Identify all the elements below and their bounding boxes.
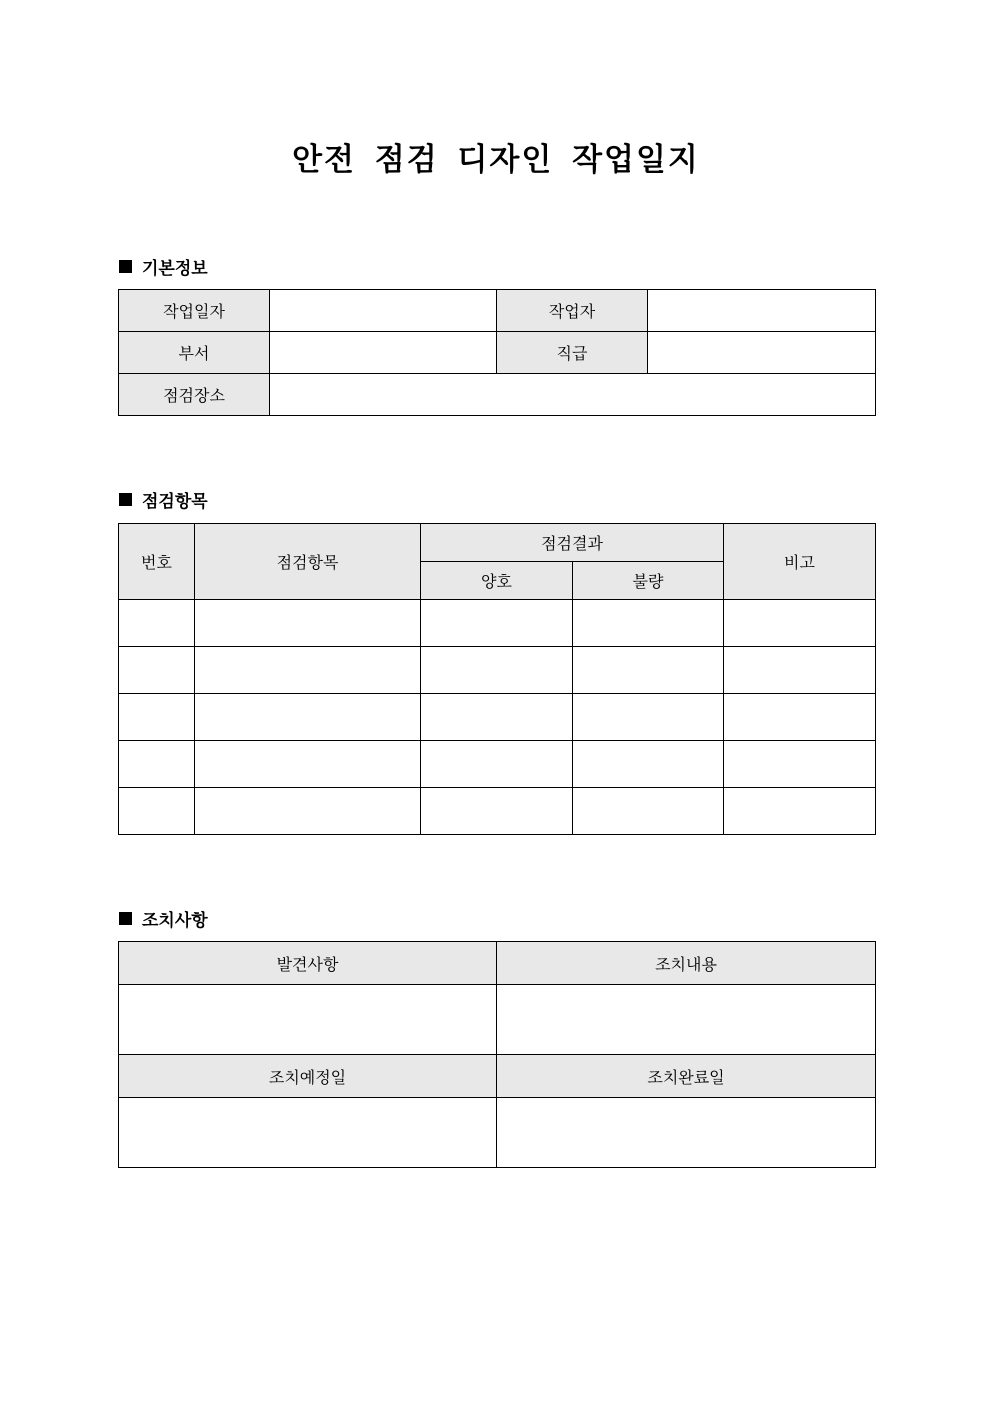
item-cell[interactable] (195, 788, 421, 835)
action-content-field[interactable] (497, 985, 876, 1055)
table-row (119, 741, 876, 788)
number-cell[interactable] (119, 647, 195, 694)
position-field[interactable] (648, 332, 876, 374)
position-label: 직급 (497, 332, 648, 374)
table-row (119, 600, 876, 647)
department-row (119, 332, 876, 374)
department-label: 부서 (119, 332, 270, 374)
remarks-cell[interactable] (724, 647, 876, 694)
findings-input-row (119, 985, 876, 1055)
remarks-cell[interactable] (724, 694, 876, 741)
table-row (119, 694, 876, 741)
square-bullet-icon (119, 493, 132, 506)
work-date-row (119, 290, 876, 332)
remarks-column-header: 비고 (724, 524, 876, 600)
completed-date-field[interactable] (497, 1098, 876, 1168)
good-cell[interactable] (421, 788, 573, 835)
department-field[interactable] (270, 332, 497, 374)
work-date-label: 작업일자 (119, 290, 270, 332)
remarks-cell[interactable] (724, 788, 876, 835)
bad-cell[interactable] (573, 694, 724, 741)
item-cell[interactable] (195, 694, 421, 741)
actions-heading-text: 조치사항 (142, 911, 208, 931)
worker-field[interactable] (648, 290, 876, 332)
table-row (119, 647, 876, 694)
item-cell[interactable] (195, 741, 421, 788)
inspection-table (118, 523, 876, 835)
item-cell[interactable] (195, 600, 421, 647)
number-cell[interactable] (119, 741, 195, 788)
square-bullet-icon (119, 912, 132, 925)
basic-info-heading (119, 254, 208, 279)
item-column-header: 점검항목 (195, 524, 421, 600)
result-column-header: 점검결과 (421, 524, 724, 562)
bad-cell[interactable] (573, 741, 724, 788)
location-row (119, 374, 876, 416)
good-column-header: 양호 (421, 562, 573, 600)
basic-info-heading-text: 기본정보 (142, 259, 208, 279)
dates-header-row (119, 1055, 876, 1098)
inspection-header-row (119, 524, 876, 562)
completed-date-label: 조치완료일 (497, 1055, 876, 1098)
bad-cell[interactable] (573, 600, 724, 647)
findings-header-row (119, 942, 876, 985)
good-cell[interactable] (421, 694, 573, 741)
work-date-field[interactable] (270, 290, 497, 332)
findings-field[interactable] (119, 985, 497, 1055)
remarks-cell[interactable] (724, 741, 876, 788)
location-label: 점검장소 (119, 374, 270, 416)
number-cell[interactable] (119, 600, 195, 647)
planned-date-label: 조치예정일 (119, 1055, 497, 1098)
page-title: 안전 점검 디자인 작업일지 (292, 142, 700, 178)
findings-label: 발견사항 (119, 942, 497, 985)
square-bullet-icon (119, 260, 132, 273)
good-cell[interactable] (421, 600, 573, 647)
worker-label: 작업자 (497, 290, 648, 332)
action-content-label: 조치내용 (497, 942, 876, 985)
bad-cell[interactable] (573, 647, 724, 694)
item-cell[interactable] (195, 647, 421, 694)
bad-column-header: 불량 (573, 562, 724, 600)
actions-table (118, 941, 876, 1168)
dates-input-row (119, 1098, 876, 1168)
number-column-header: 번호 (119, 524, 195, 600)
planned-date-field[interactable] (119, 1098, 497, 1168)
number-cell[interactable] (119, 788, 195, 835)
remarks-cell[interactable] (724, 600, 876, 647)
inspection-heading (119, 487, 208, 512)
basic-info-table (118, 289, 876, 416)
location-field[interactable] (270, 374, 876, 416)
inspection-heading-text: 점검항목 (142, 492, 208, 512)
table-row (119, 788, 876, 835)
good-cell[interactable] (421, 647, 573, 694)
bad-cell[interactable] (573, 788, 724, 835)
good-cell[interactable] (421, 741, 573, 788)
number-cell[interactable] (119, 694, 195, 741)
actions-heading (119, 906, 208, 931)
